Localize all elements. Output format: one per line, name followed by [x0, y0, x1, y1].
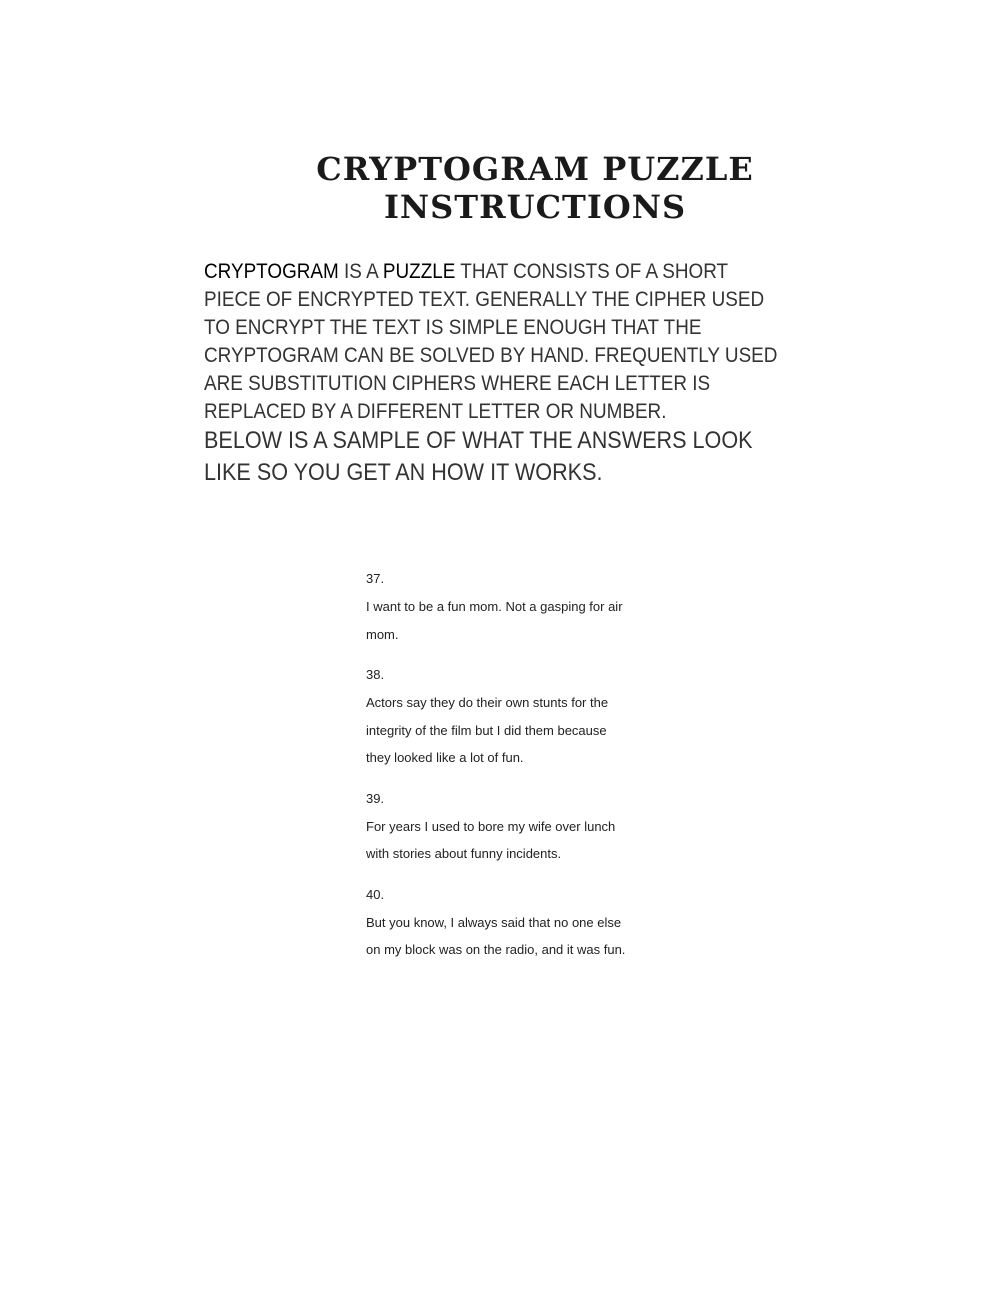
- intro-paragraph: [204, 258, 780, 426]
- answer-number: 37.: [366, 571, 385, 586]
- page-title: [200, 150, 870, 226]
- answer-line: Actors say they do their own stunts for the: [366, 695, 609, 710]
- intro-text-2: THAT CONSISTS OF A SHORT PIECE OF ENCRYPTED TEXT. GENERALLY THE CIPHER USED TO ENCRYPT THE TEXT IS SIMPLE ENOUGH THAT THE CRYPTOGRAM CAN BE SOLVED BY HAND. FREQUENTLY USED ARE SUBSTITUTION CIPHERS WHERE EACH LETTER IS REPLACED BY A DIFFERENT LETTER OR NUMBER.: [204, 260, 778, 423]
- page-title-line-2: INSTRUCTIONS: [383, 188, 687, 226]
- intro-text-1: IS A: [338, 260, 383, 283]
- answer-item: [366, 661, 666, 772]
- answer-line: with stories about funny incidents.: [366, 846, 562, 861]
- answer-line: on my block was on the radio, and it was fun.: [366, 942, 626, 957]
- answer-line: I want to be a fun mom. Not a gasping for air: [366, 599, 623, 614]
- keyword-puzzle: PUZZLE: [382, 260, 456, 283]
- sample-answers: [366, 565, 666, 977]
- answer-line: For years I used to bore my wife over lunch: [366, 818, 616, 834]
- page-title-line-1: CRYPTOGRAM PUZZLE: [316, 150, 754, 188]
- sample-note: BELOW IS A SAMPLE OF WHAT THE ANSWERS LOOK LIKE SO YOU GET AN HOW IT WORKS.: [204, 427, 753, 486]
- answer-line: But you know, I always said that no one else: [366, 914, 622, 930]
- answer-line: mom.: [366, 626, 399, 642]
- answer-item: [366, 785, 666, 868]
- answer-item: [366, 565, 666, 648]
- answer-line: they looked like a lot of fun.: [366, 750, 524, 765]
- keyword-cryptogram: CRYPTOGRAM: [204, 260, 339, 283]
- answer-number: 39.: [366, 790, 385, 806]
- answer-item: [366, 881, 666, 964]
- answer-number: 38.: [366, 667, 385, 682]
- answer-number: 40.: [366, 886, 385, 902]
- answer-line: integrity of the film but I did them because: [366, 722, 607, 738]
